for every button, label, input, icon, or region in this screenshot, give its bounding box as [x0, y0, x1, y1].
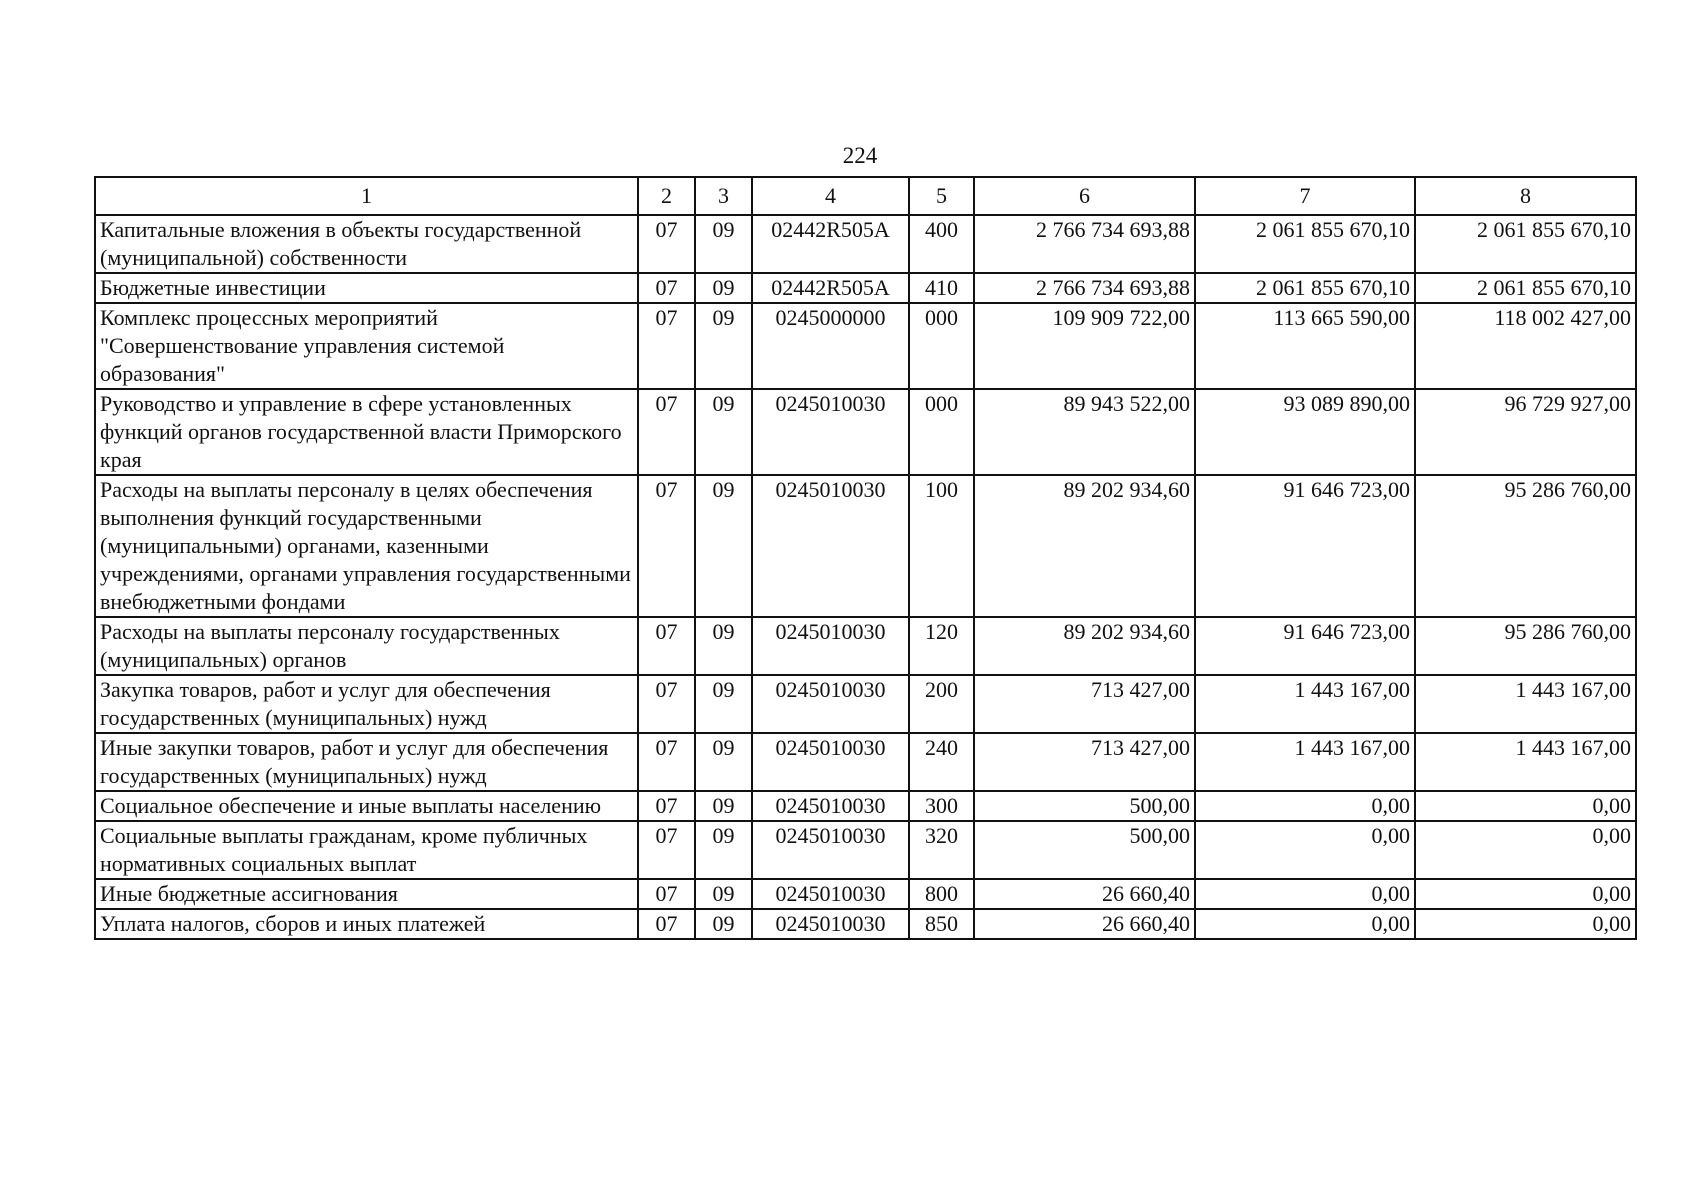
table-row — [95, 909, 1636, 939]
row-subsection: 09 — [695, 617, 752, 675]
row-expense-type: 320 — [909, 821, 974, 879]
row-amount-7: 113 665 590,00 — [1195, 303, 1415, 389]
row-amount-8: 0,00 — [1415, 879, 1636, 909]
column-header: 5 — [909, 177, 974, 215]
row-expense-type: 300 — [909, 791, 974, 821]
row-amount-8: 1 443 167,00 — [1415, 733, 1636, 791]
table-row — [95, 389, 1636, 475]
row-subsection: 09 — [695, 475, 752, 617]
row-expense-type: 100 — [909, 475, 974, 617]
row-amount-6: 713 427,00 — [974, 733, 1195, 791]
row-amount-6: 109 909 722,00 — [974, 303, 1195, 389]
row-expense-type: 400 — [909, 215, 974, 273]
row-amount-7: 0,00 — [1195, 821, 1415, 879]
row-target-code: 02442R505A — [752, 215, 909, 273]
row-amount-8: 2 061 855 670,10 — [1415, 215, 1636, 273]
row-target-code: 0245010030 — [752, 733, 909, 791]
row-subsection: 09 — [695, 909, 752, 939]
row-subsection: 09 — [695, 821, 752, 879]
row-section: 07 — [638, 675, 695, 733]
column-header: 1 — [95, 177, 638, 215]
table-row — [95, 791, 1636, 821]
row-target-code: 0245010030 — [752, 879, 909, 909]
row-target-code: 0245010030 — [752, 821, 909, 879]
table-row — [95, 879, 1636, 909]
row-amount-6: 26 660,40 — [974, 879, 1195, 909]
table-row — [95, 273, 1636, 303]
row-amount-7: 1 443 167,00 — [1195, 733, 1415, 791]
row-name: Социальные выплаты гражданам, кроме публичных нормативных социальных выплат — [95, 821, 638, 879]
row-amount-7: 0,00 — [1195, 909, 1415, 939]
row-amount-6: 713 427,00 — [974, 675, 1195, 733]
row-section: 07 — [638, 821, 695, 879]
row-subsection: 09 — [695, 273, 752, 303]
row-amount-7: 0,00 — [1195, 879, 1415, 909]
row-section: 07 — [638, 389, 695, 475]
column-header: 7 — [1195, 177, 1415, 215]
row-amount-6: 2 766 734 693,88 — [974, 215, 1195, 273]
row-target-code: 0245010030 — [752, 675, 909, 733]
row-expense-type: 200 — [909, 675, 974, 733]
column-header: 3 — [695, 177, 752, 215]
row-expense-type: 000 — [909, 389, 974, 475]
row-name: Социальное обеспечение и иные выплаты населению — [95, 791, 638, 821]
table-row — [95, 475, 1636, 617]
row-target-code: 02442R505A — [752, 273, 909, 303]
row-section: 07 — [638, 617, 695, 675]
row-name: Руководство и управление в сфере установленных функций органов государственной власти Приморского края — [95, 389, 638, 475]
row-amount-7: 91 646 723,00 — [1195, 475, 1415, 617]
column-header: 4 — [752, 177, 909, 215]
row-amount-6: 26 660,40 — [974, 909, 1195, 939]
page-number: 224 — [842, 143, 878, 168]
row-subsection: 09 — [695, 675, 752, 733]
row-subsection: 09 — [695, 215, 752, 273]
row-section: 07 — [638, 909, 695, 939]
row-amount-8: 1 443 167,00 — [1415, 675, 1636, 733]
row-amount-8: 118 002 427,00 — [1415, 303, 1636, 389]
row-expense-type: 410 — [909, 273, 974, 303]
row-amount-6: 500,00 — [974, 821, 1195, 879]
header-row — [95, 177, 1636, 215]
column-header: 2 — [638, 177, 695, 215]
row-subsection: 09 — [695, 303, 752, 389]
row-subsection: 09 — [695, 733, 752, 791]
column-header: 6 — [974, 177, 1195, 215]
row-amount-6: 89 202 934,60 — [974, 617, 1195, 675]
row-amount-7: 2 061 855 670,10 — [1195, 273, 1415, 303]
row-target-code: 0245010030 — [752, 389, 909, 475]
row-section: 07 — [638, 273, 695, 303]
row-amount-7: 2 061 855 670,10 — [1195, 215, 1415, 273]
row-name: Уплата налогов, сборов и иных платежей — [95, 909, 638, 939]
row-expense-type: 120 — [909, 617, 974, 675]
row-section: 07 — [638, 733, 695, 791]
row-section: 07 — [638, 303, 695, 389]
row-amount-7: 0,00 — [1195, 791, 1415, 821]
row-amount-8: 95 286 760,00 — [1415, 617, 1636, 675]
row-name: Капитальные вложения в объекты государственной (муниципальной) собственности — [95, 215, 638, 273]
row-name: Иные закупки товаров, работ и услуг для обеспечения государственных (муниципальных) нужд — [95, 733, 638, 791]
row-name: Расходы на выплаты персоналу государственных (муниципальных) органов — [95, 617, 638, 675]
row-subsection: 09 — [695, 791, 752, 821]
column-header: 8 — [1415, 177, 1636, 215]
row-target-code: 0245010030 — [752, 791, 909, 821]
row-name: Закупка товаров, работ и услуг для обеспечения государственных (муниципальных) нужд — [95, 675, 638, 733]
row-expense-type: 800 — [909, 879, 974, 909]
row-amount-8: 0,00 — [1415, 821, 1636, 879]
row-amount-8: 0,00 — [1415, 909, 1636, 939]
row-subsection: 09 — [695, 389, 752, 475]
table-row — [95, 821, 1636, 879]
row-name: Расходы на выплаты персоналу в целях обеспечения выполнения функций государственными (муниципальными) органами, казенными учреждениями, органами управления государственными внебюджетными фондами — [95, 475, 638, 617]
row-target-code: 0245010030 — [752, 909, 909, 939]
row-amount-8: 95 286 760,00 — [1415, 475, 1636, 617]
row-target-code: 0245010030 — [752, 617, 909, 675]
row-amount-6: 2 766 734 693,88 — [974, 273, 1195, 303]
row-amount-6: 89 202 934,60 — [974, 475, 1195, 617]
row-target-code: 0245010030 — [752, 475, 909, 617]
row-amount-7: 91 646 723,00 — [1195, 617, 1415, 675]
row-expense-type: 000 — [909, 303, 974, 389]
row-amount-8: 96 729 927,00 — [1415, 389, 1636, 475]
row-section: 07 — [638, 475, 695, 617]
table-row — [95, 733, 1636, 791]
row-section: 07 — [638, 215, 695, 273]
row-section: 07 — [638, 879, 695, 909]
row-target-code: 0245000000 — [752, 303, 909, 389]
row-amount-7: 93 089 890,00 — [1195, 389, 1415, 475]
row-amount-8: 2 061 855 670,10 — [1415, 273, 1636, 303]
row-amount-7: 1 443 167,00 — [1195, 675, 1415, 733]
budget-table — [94, 176, 1637, 940]
table-row — [95, 675, 1636, 733]
row-amount-6: 89 943 522,00 — [974, 389, 1195, 475]
table-body — [95, 215, 1636, 939]
row-expense-type: 240 — [909, 733, 974, 791]
row-amount-6: 500,00 — [974, 791, 1195, 821]
table-row — [95, 617, 1636, 675]
row-name: Иные бюджетные ассигнования — [95, 879, 638, 909]
row-name: Бюджетные инвестиции — [95, 273, 638, 303]
table-row — [95, 303, 1636, 389]
row-subsection: 09 — [695, 879, 752, 909]
row-name: Комплекс процессных мероприятий "Совершенствование управления системой образования" — [95, 303, 638, 389]
row-expense-type: 850 — [909, 909, 974, 939]
row-section: 07 — [638, 791, 695, 821]
table-row — [95, 215, 1636, 273]
row-amount-8: 0,00 — [1415, 791, 1636, 821]
